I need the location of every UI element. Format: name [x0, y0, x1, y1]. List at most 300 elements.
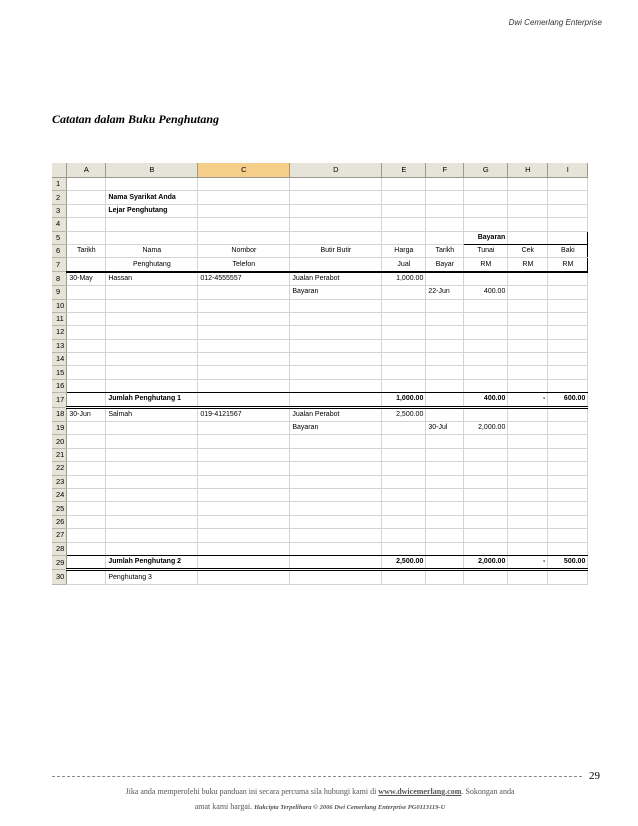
table-cell[interactable]: [198, 462, 290, 475]
row-header[interactable]: 19: [52, 422, 67, 435]
table-cell[interactable]: RM: [508, 258, 548, 272]
table-cell[interactable]: [464, 515, 508, 528]
table-cell[interactable]: [508, 515, 548, 528]
table-cell[interactable]: [67, 178, 106, 191]
table-cell[interactable]: [508, 286, 548, 299]
table-cell[interactable]: [198, 435, 290, 448]
row-header[interactable]: 10: [52, 299, 67, 312]
table-cell[interactable]: [464, 299, 508, 312]
table-cell[interactable]: [290, 258, 382, 272]
table-cell[interactable]: [198, 286, 290, 299]
table-cell[interactable]: [106, 366, 198, 379]
table-cell[interactable]: [290, 204, 382, 217]
row-header[interactable]: 20: [52, 435, 67, 448]
table-cell[interactable]: [198, 312, 290, 325]
table-cell[interactable]: [106, 339, 198, 352]
table-cell[interactable]: [290, 218, 382, 231]
table-cell[interactable]: [426, 353, 464, 366]
table-cell[interactable]: [548, 407, 588, 421]
table-cell[interactable]: [508, 272, 548, 286]
table-cell[interactable]: [426, 204, 464, 217]
table-cell[interactable]: [426, 542, 464, 555]
table-cell[interactable]: [508, 502, 548, 515]
table-cell[interactable]: [548, 488, 588, 501]
table-cell[interactable]: [198, 502, 290, 515]
table-cell[interactable]: [508, 191, 548, 204]
table-cell[interactable]: [106, 488, 198, 501]
table-cell[interactable]: [67, 366, 106, 379]
table-cell[interactable]: Baki: [548, 244, 588, 257]
table-cell[interactable]: [508, 542, 548, 555]
table-cell[interactable]: [106, 178, 198, 191]
table-cell[interactable]: [548, 515, 588, 528]
table-cell[interactable]: [67, 435, 106, 448]
table-cell[interactable]: [382, 366, 426, 379]
column-header[interactable]: B: [106, 163, 198, 178]
table-cell[interactable]: [198, 570, 290, 584]
row-header[interactable]: 15: [52, 366, 67, 379]
table-cell[interactable]: [508, 312, 548, 325]
table-cell[interactable]: [382, 178, 426, 191]
row-header[interactable]: 2: [52, 191, 67, 204]
table-cell[interactable]: [198, 339, 290, 352]
table-cell[interactable]: [198, 515, 290, 528]
table-cell[interactable]: [382, 204, 426, 217]
table-cell[interactable]: [198, 204, 290, 217]
table-cell[interactable]: Tarikh: [426, 244, 464, 257]
table-cell[interactable]: [382, 435, 426, 448]
table-cell[interactable]: [508, 475, 548, 488]
table-cell[interactable]: [464, 407, 508, 421]
table-cell[interactable]: [464, 488, 508, 501]
table-cell[interactable]: [508, 353, 548, 366]
table-cell[interactable]: Jumlah Penghutang 2: [106, 555, 198, 569]
table-cell[interactable]: [548, 204, 588, 217]
table-cell[interactable]: [382, 422, 426, 435]
table-cell[interactable]: [67, 218, 106, 231]
table-cell[interactable]: [67, 555, 106, 569]
table-cell[interactable]: [198, 191, 290, 204]
table-cell[interactable]: [508, 529, 548, 542]
select-all-corner[interactable]: [52, 163, 67, 178]
row-header[interactable]: 5: [52, 231, 67, 244]
table-cell[interactable]: [464, 435, 508, 448]
table-cell[interactable]: 2,500.00: [382, 407, 426, 421]
table-cell[interactable]: 019-4121567: [198, 407, 290, 421]
table-cell[interactable]: [198, 475, 290, 488]
table-cell[interactable]: [548, 379, 588, 392]
row-header[interactable]: 13: [52, 339, 67, 352]
column-header[interactable]: A: [67, 163, 106, 178]
table-cell[interactable]: [464, 502, 508, 515]
row-header[interactable]: 22: [52, 462, 67, 475]
table-cell[interactable]: [198, 422, 290, 435]
table-cell[interactable]: [548, 353, 588, 366]
table-cell[interactable]: [508, 326, 548, 339]
table-cell[interactable]: [290, 542, 382, 555]
table-cell[interactable]: 2,500.00: [382, 555, 426, 569]
table-cell[interactable]: [67, 299, 106, 312]
table-cell[interactable]: 1,000.00: [382, 393, 426, 407]
table-cell[interactable]: [508, 299, 548, 312]
table-cell[interactable]: [67, 422, 106, 435]
table-cell[interactable]: [464, 462, 508, 475]
table-cell[interactable]: [464, 326, 508, 339]
table-cell[interactable]: 400.00: [464, 286, 508, 299]
table-cell[interactable]: [67, 258, 106, 272]
table-cell[interactable]: -: [508, 555, 548, 569]
table-cell[interactable]: [426, 448, 464, 461]
table-cell[interactable]: [426, 231, 464, 244]
table-cell[interactable]: [106, 475, 198, 488]
table-cell[interactable]: [426, 312, 464, 325]
table-cell[interactable]: [548, 312, 588, 325]
column-header[interactable]: F: [426, 163, 464, 178]
table-cell[interactable]: [426, 435, 464, 448]
table-cell[interactable]: Bayaran: [464, 231, 508, 244]
table-cell[interactable]: [548, 462, 588, 475]
row-header[interactable]: 1: [52, 178, 67, 191]
table-cell[interactable]: [508, 204, 548, 217]
table-cell[interactable]: [67, 326, 106, 339]
table-cell[interactable]: [382, 339, 426, 352]
table-cell[interactable]: [382, 570, 426, 584]
table-cell[interactable]: [290, 299, 382, 312]
table-cell[interactable]: [106, 326, 198, 339]
table-cell[interactable]: [464, 312, 508, 325]
table-cell[interactable]: [106, 435, 198, 448]
table-cell[interactable]: [382, 312, 426, 325]
table-cell[interactable]: [67, 448, 106, 461]
table-cell[interactable]: [106, 286, 198, 299]
table-cell[interactable]: [290, 502, 382, 515]
table-cell[interactable]: [464, 178, 508, 191]
table-cell[interactable]: [382, 218, 426, 231]
table-cell[interactable]: [106, 379, 198, 392]
table-cell[interactable]: [290, 475, 382, 488]
table-cell[interactable]: [290, 448, 382, 461]
table-cell[interactable]: [198, 366, 290, 379]
column-header[interactable]: D: [290, 163, 382, 178]
table-cell[interactable]: Bayar: [426, 258, 464, 272]
table-cell[interactable]: [426, 515, 464, 528]
table-cell[interactable]: [426, 326, 464, 339]
table-cell[interactable]: [382, 299, 426, 312]
table-cell[interactable]: Jualan Perabot: [290, 407, 382, 421]
table-cell[interactable]: [106, 502, 198, 515]
table-cell[interactable]: [198, 529, 290, 542]
table-cell[interactable]: [464, 570, 508, 584]
table-cell[interactable]: [382, 191, 426, 204]
table-cell[interactable]: [67, 515, 106, 528]
column-header[interactable]: H: [508, 163, 548, 178]
table-cell[interactable]: [464, 448, 508, 461]
table-cell[interactable]: [290, 488, 382, 501]
table-cell[interactable]: [464, 366, 508, 379]
table-cell[interactable]: [67, 542, 106, 555]
table-cell[interactable]: Tarikh: [67, 244, 106, 257]
table-cell[interactable]: [508, 218, 548, 231]
table-cell[interactable]: 012-4555557: [198, 272, 290, 286]
table-cell[interactable]: Lejar Penghutang: [106, 204, 198, 217]
table-cell[interactable]: [198, 218, 290, 231]
table-cell[interactable]: [426, 488, 464, 501]
table-cell[interactable]: [290, 231, 382, 244]
table-cell[interactable]: [508, 435, 548, 448]
table-cell[interactable]: [67, 286, 106, 299]
table-cell[interactable]: [290, 393, 382, 407]
table-cell[interactable]: [382, 462, 426, 475]
table-cell[interactable]: [198, 379, 290, 392]
website-link[interactable]: www.dwicemerlang.com: [378, 787, 462, 796]
table-cell[interactable]: [67, 570, 106, 584]
row-header[interactable]: 4: [52, 218, 67, 231]
table-cell[interactable]: [508, 379, 548, 392]
table-cell[interactable]: Cek: [508, 244, 548, 257]
table-cell[interactable]: [382, 515, 426, 528]
table-cell[interactable]: [290, 379, 382, 392]
table-cell[interactable]: [198, 542, 290, 555]
table-cell[interactable]: [290, 339, 382, 352]
table-cell[interactable]: [426, 555, 464, 569]
table-cell[interactable]: [67, 502, 106, 515]
table-cell[interactable]: Bayaran: [290, 422, 382, 435]
row-header[interactable]: 16: [52, 379, 67, 392]
table-cell[interactable]: [426, 379, 464, 392]
table-cell[interactable]: RM: [548, 258, 588, 272]
column-header[interactable]: C: [198, 163, 290, 178]
table-cell[interactable]: [464, 191, 508, 204]
row-header[interactable]: 11: [52, 312, 67, 325]
table-cell[interactable]: [106, 299, 198, 312]
row-header[interactable]: 25: [52, 502, 67, 515]
table-cell[interactable]: [548, 448, 588, 461]
table-cell[interactable]: 2,000.00: [464, 422, 508, 435]
table-cell[interactable]: [198, 231, 290, 244]
table-cell[interactable]: [548, 542, 588, 555]
table-cell[interactable]: [548, 339, 588, 352]
table-cell[interactable]: Butir Butir: [290, 244, 382, 257]
table-cell[interactable]: [382, 448, 426, 461]
row-header[interactable]: 14: [52, 353, 67, 366]
table-cell[interactable]: [508, 488, 548, 501]
table-cell[interactable]: [67, 379, 106, 392]
table-cell[interactable]: [426, 475, 464, 488]
row-header[interactable]: 21: [52, 448, 67, 461]
table-cell[interactable]: [106, 312, 198, 325]
table-cell[interactable]: [548, 191, 588, 204]
table-cell[interactable]: [548, 435, 588, 448]
table-cell[interactable]: [290, 353, 382, 366]
table-cell[interactable]: [548, 218, 588, 231]
table-cell[interactable]: Nombor: [198, 244, 290, 257]
table-cell[interactable]: [106, 529, 198, 542]
table-cell[interactable]: [198, 299, 290, 312]
table-cell[interactable]: Jumlah Penghutang 1: [106, 393, 198, 407]
table-cell[interactable]: 600.00: [548, 393, 588, 407]
table-cell[interactable]: 30-Jul: [426, 422, 464, 435]
table-cell[interactable]: Bayaran: [290, 286, 382, 299]
table-cell[interactable]: [290, 366, 382, 379]
table-cell[interactable]: [67, 475, 106, 488]
table-cell[interactable]: [290, 435, 382, 448]
table-cell[interactable]: [198, 178, 290, 191]
table-cell[interactable]: [198, 448, 290, 461]
table-cell[interactable]: [106, 542, 198, 555]
row-header[interactable]: 6: [52, 244, 67, 257]
table-cell[interactable]: [548, 299, 588, 312]
table-cell[interactable]: [548, 422, 588, 435]
table-cell[interactable]: [290, 178, 382, 191]
row-header[interactable]: 17: [52, 393, 67, 407]
table-cell[interactable]: Harga: [382, 244, 426, 257]
table-cell[interactable]: [67, 462, 106, 475]
table-cell[interactable]: [548, 326, 588, 339]
table-cell[interactable]: [426, 462, 464, 475]
table-cell[interactable]: [426, 299, 464, 312]
table-cell[interactable]: [464, 379, 508, 392]
row-header[interactable]: 12: [52, 326, 67, 339]
table-cell[interactable]: [508, 231, 548, 244]
table-cell[interactable]: [67, 231, 106, 244]
row-header[interactable]: 7: [52, 258, 67, 272]
table-cell[interactable]: [382, 502, 426, 515]
table-cell[interactable]: [464, 542, 508, 555]
table-cell[interactable]: [464, 339, 508, 352]
row-header[interactable]: 27: [52, 529, 67, 542]
table-cell[interactable]: [382, 286, 426, 299]
table-cell[interactable]: [508, 570, 548, 584]
table-cell[interactable]: [548, 529, 588, 542]
table-cell[interactable]: Penghutang: [106, 258, 198, 272]
row-header[interactable]: 9: [52, 286, 67, 299]
column-header[interactable]: I: [548, 163, 588, 178]
table-cell[interactable]: [382, 488, 426, 501]
table-cell[interactable]: [548, 178, 588, 191]
table-cell[interactable]: [464, 529, 508, 542]
table-cell[interactable]: [67, 353, 106, 366]
table-cell[interactable]: [290, 191, 382, 204]
table-cell[interactable]: [548, 502, 588, 515]
table-cell[interactable]: [426, 570, 464, 584]
table-cell[interactable]: 1,000.00: [382, 272, 426, 286]
table-cell[interactable]: [290, 312, 382, 325]
table-cell[interactable]: 30-May: [67, 272, 106, 286]
table-cell[interactable]: Salmah: [106, 407, 198, 421]
table-cell[interactable]: -: [508, 393, 548, 407]
table-cell[interactable]: [508, 339, 548, 352]
table-cell[interactable]: [290, 529, 382, 542]
table-cell[interactable]: [548, 272, 588, 286]
table-cell[interactable]: [508, 448, 548, 461]
row-header[interactable]: 8: [52, 272, 67, 286]
table-cell[interactable]: Telefon: [198, 258, 290, 272]
table-cell[interactable]: [426, 502, 464, 515]
table-cell[interactable]: [67, 393, 106, 407]
table-cell[interactable]: Tunai: [464, 244, 508, 257]
table-cell[interactable]: Nama: [106, 244, 198, 257]
table-cell[interactable]: [198, 393, 290, 407]
table-cell[interactable]: 500.00: [548, 555, 588, 569]
table-cell[interactable]: [67, 191, 106, 204]
table-cell[interactable]: [426, 218, 464, 231]
table-cell[interactable]: [426, 191, 464, 204]
table-cell[interactable]: [464, 218, 508, 231]
table-cell[interactable]: [106, 448, 198, 461]
row-header[interactable]: 24: [52, 488, 67, 501]
table-cell[interactable]: [382, 475, 426, 488]
table-cell[interactable]: [508, 407, 548, 421]
table-cell[interactable]: 2,000.00: [464, 555, 508, 569]
table-cell[interactable]: [426, 529, 464, 542]
table-cell[interactable]: [67, 312, 106, 325]
table-cell[interactable]: 22-Jun: [426, 286, 464, 299]
table-cell[interactable]: [106, 353, 198, 366]
table-cell[interactable]: [290, 570, 382, 584]
table-cell[interactable]: [106, 218, 198, 231]
table-cell[interactable]: [464, 475, 508, 488]
column-header[interactable]: G: [464, 163, 508, 178]
table-cell[interactable]: [382, 353, 426, 366]
table-cell[interactable]: [382, 231, 426, 244]
table-cell[interactable]: RM: [464, 258, 508, 272]
table-cell[interactable]: [198, 555, 290, 569]
table-cell[interactable]: [508, 366, 548, 379]
table-cell[interactable]: [548, 570, 588, 584]
table-cell[interactable]: [198, 326, 290, 339]
table-cell[interactable]: [290, 515, 382, 528]
table-cell[interactable]: [464, 272, 508, 286]
row-header[interactable]: 23: [52, 475, 67, 488]
table-cell[interactable]: Jual: [382, 258, 426, 272]
table-cell[interactable]: [426, 366, 464, 379]
table-cell[interactable]: [106, 422, 198, 435]
table-cell[interactable]: [508, 422, 548, 435]
table-cell[interactable]: [382, 326, 426, 339]
table-cell[interactable]: [464, 353, 508, 366]
table-cell[interactable]: [106, 515, 198, 528]
row-header[interactable]: 26: [52, 515, 67, 528]
table-cell[interactable]: [290, 555, 382, 569]
table-cell[interactable]: [548, 475, 588, 488]
table-cell[interactable]: [198, 488, 290, 501]
table-cell[interactable]: 400.00: [464, 393, 508, 407]
column-header[interactable]: E: [382, 163, 426, 178]
table-cell[interactable]: 30-Jun: [67, 407, 106, 421]
table-cell[interactable]: [106, 231, 198, 244]
table-cell[interactable]: Nama Syarikat Anda: [106, 191, 198, 204]
table-cell[interactable]: [426, 178, 464, 191]
table-cell[interactable]: [382, 529, 426, 542]
table-cell[interactable]: [548, 231, 588, 244]
table-cell[interactable]: [382, 379, 426, 392]
table-cell[interactable]: Penghutang 3: [106, 570, 198, 584]
row-header[interactable]: 28: [52, 542, 67, 555]
table-cell[interactable]: [67, 529, 106, 542]
table-cell[interactable]: [548, 286, 588, 299]
row-header[interactable]: 18: [52, 407, 67, 421]
table-cell[interactable]: [106, 462, 198, 475]
table-cell[interactable]: Jualan Perabot: [290, 272, 382, 286]
table-cell[interactable]: [290, 462, 382, 475]
table-cell[interactable]: [548, 366, 588, 379]
row-header[interactable]: 3: [52, 204, 67, 217]
table-cell[interactable]: [464, 204, 508, 217]
table-cell[interactable]: [67, 339, 106, 352]
table-cell[interactable]: [198, 353, 290, 366]
table-cell[interactable]: [67, 488, 106, 501]
table-cell[interactable]: [382, 542, 426, 555]
